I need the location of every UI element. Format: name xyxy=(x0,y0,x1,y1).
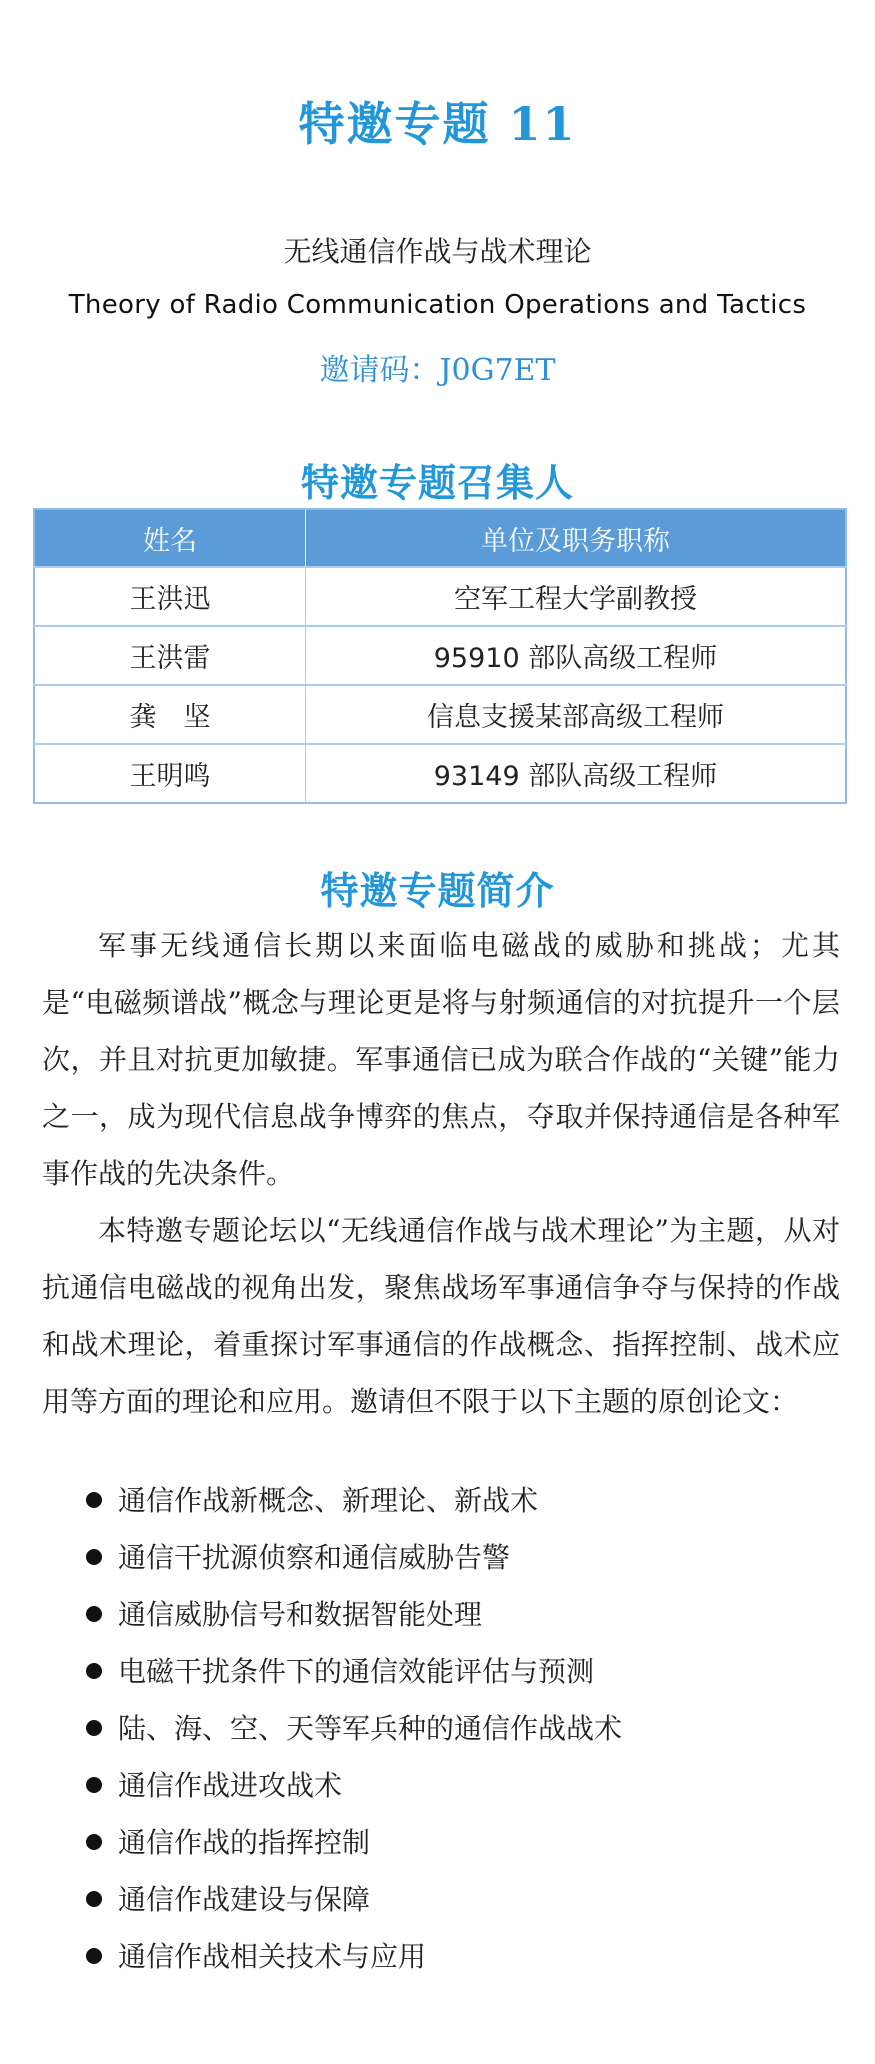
list-item xyxy=(82,1700,822,1757)
topic-text: 通信作战相关技术与应用 xyxy=(118,1940,427,1973)
list-item xyxy=(82,1472,822,1529)
bullet-icon xyxy=(86,1492,102,1508)
list-item xyxy=(82,1586,822,1643)
table-row xyxy=(34,626,846,685)
affiliation-text: 部队高级工程师 xyxy=(519,643,718,674)
bullet-icon xyxy=(86,1891,102,1907)
convener-name: 王明鸣 xyxy=(34,744,306,803)
bullet-icon xyxy=(86,1663,102,1679)
table-row xyxy=(34,685,846,744)
list-item xyxy=(82,1871,822,1928)
convener-name: 王洪迅 xyxy=(34,567,306,626)
convener-name: 龚 坚 xyxy=(34,685,306,744)
intro-paragraph: 本特邀专题论坛以“无线通信作战与战术理论”为主题，从对抗通信电磁战的视角出发，聚焦战场军事通信争夺与保持的作战和战术理论，着重探讨军事通信的作战概念、指挥控制、战术应用等方面的理论和应用。邀请但不限于以下主题的原创论文： xyxy=(42,1214,840,1418)
topic-text: 通信作战进攻战术 xyxy=(118,1769,343,1802)
bullet-icon xyxy=(86,1777,102,1793)
list-item xyxy=(82,1757,822,1814)
topic-text: 通信威胁信号和数据智能处理 xyxy=(118,1598,483,1631)
convener-affiliation xyxy=(306,685,847,744)
topic-text: 通信作战新概念、新理论、新战术 xyxy=(118,1484,539,1517)
affiliation-text: 空军工程大学副教授 xyxy=(454,584,697,615)
column-header-name: 姓名 xyxy=(34,509,306,567)
topic-title-en: Theory of Radio Communication Operations and Tactics xyxy=(68,290,807,320)
conveners-table xyxy=(33,508,847,804)
page-title: 特邀专题 11 xyxy=(298,97,577,151)
unit-number: 93149 xyxy=(433,761,520,792)
bullet-icon xyxy=(86,1606,102,1622)
affiliation-text: 部队高级工程师 xyxy=(519,761,718,792)
topic-text: 通信作战的指挥控制 xyxy=(118,1826,371,1859)
invite-code: 邀请码：J0G7ET xyxy=(319,353,556,388)
topic-text: 通信作战建设与保障 xyxy=(118,1883,371,1916)
list-item xyxy=(82,1814,822,1871)
bullet-icon xyxy=(86,1720,102,1736)
affiliation-text: 信息支援某部高级工程师 xyxy=(427,702,724,733)
intro-paragraph: 军事无线通信长期以来面临电磁战的威胁和挑战；尤其是“电磁频谱战”概念与理论更是将与射频通信的对抗提升一个层次，并且对抗更加敏捷。军事通信已成为联合作战的“关键”能力之一，成为现代信息战争博弈的焦点，夺取并保持通信是各种军事作战的先决条件。 xyxy=(42,929,840,1190)
intro-body xyxy=(42,917,840,1430)
bullet-icon xyxy=(86,1834,102,1850)
conveners-heading: 特邀专题召集人 xyxy=(300,460,574,505)
topic-title-cn: 无线通信作战与战术理论 xyxy=(283,235,592,268)
topic-text: 陆、海、空、天等军兵种的通信作战战术 xyxy=(118,1712,623,1745)
unit-number: 95910 xyxy=(433,643,520,674)
intro-heading: 特邀专题简介 xyxy=(320,868,555,913)
convener-affiliation xyxy=(306,567,847,626)
topic-text: 电磁干扰条件下的通信效能评估与预测 xyxy=(118,1655,595,1688)
table-row xyxy=(34,744,846,803)
bullet-icon xyxy=(86,1948,102,1964)
topic-text: 通信干扰源侦察和通信威胁告警 xyxy=(118,1541,511,1574)
table-row xyxy=(34,567,846,626)
list-item xyxy=(82,1643,822,1700)
column-header-affiliation: 单位及职务职称 xyxy=(306,509,847,567)
list-item xyxy=(82,1529,822,1586)
convener-name: 王洪雷 xyxy=(34,626,306,685)
table-header-row xyxy=(34,509,846,567)
bullet-icon xyxy=(86,1549,102,1565)
topic-list xyxy=(82,1472,822,1985)
convener-affiliation xyxy=(306,626,847,685)
list-item xyxy=(82,1928,822,1985)
convener-affiliation xyxy=(306,744,847,803)
